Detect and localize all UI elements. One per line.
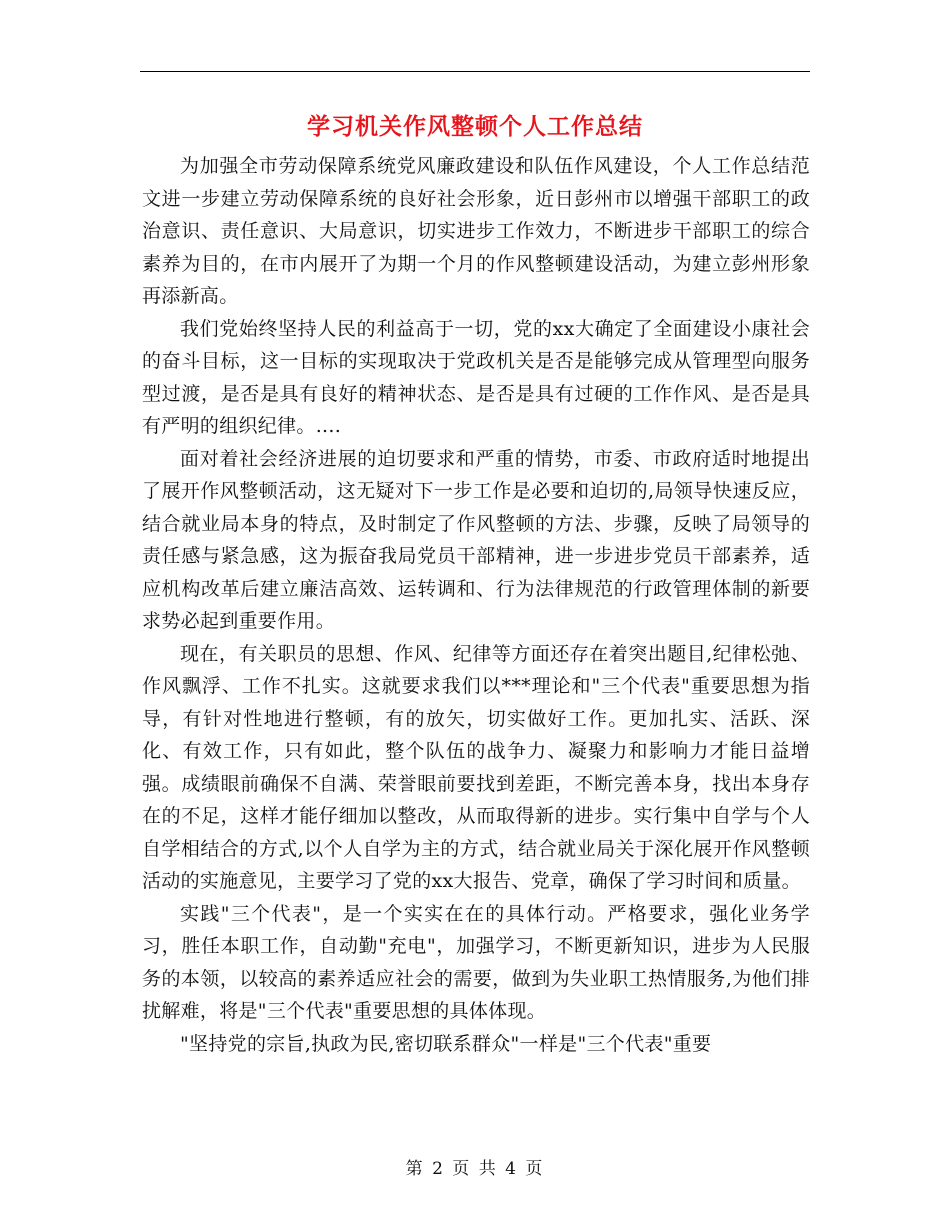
paragraph-1: 为加强全市劳动保障系统党风廉政建设和队伍作风建设，个人工作总结范文进一步建立劳动保障系统的良好社会形象，近日彭州市以增强干部职工的政治意识、责任意识、大局意识，切实进步工作效力，不断进步干部职工的综合素养为目的，在市内展开了为期一个月的作风整顿建设活动，为建立彭州形象再添新高。 [142, 155, 810, 307]
paragraph-3: 面对着社会经济进展的迫切要求和严重的情势，市委、市政府适时地提出了展开作风整顿活动，这无疑对下一步工作是必要和迫切的,局领导快速反应，结合就业局本身的特点，及时制定了作风整顿的方法、步骤，反映了局领导的责任感与紧急感，这为振奋我局党员干部精神，进一步进步党员干部素养，适应机构改革后建立廉洁高效、运转调和、行为法律规范的行政管理体制的新要求势必起到重要作用。 [142, 447, 810, 632]
paragraph-2: 我们党始终坚持人民的利益高于一切，党的xx大确定了全面建设小康社会的奋斗目标，这一目标的实现取决于党政机关是否是能够完成从管理型向服务型过渡，是否是具有良好的精神状态、是否是具有过硬的工作作风、是否是具有严明的组织纪律。.... [142, 317, 810, 437]
document-body [142, 150, 810, 1060]
paragraph-5: 实践"三个代表"，是一个实实在在的具体行动。严格要求，强化业务学习，胜任本职工作，自动勤"充电"，加强学习，不断更新知识，进步为人民服务的本领，以较高的素养适应社会的需要，做到为失业职工热情服务,为他们排扰解难，将是"三个代表"重要思想的具体体现。 [142, 902, 810, 1022]
header-rule [140, 71, 810, 72]
page-number-footer: 第 2 页 共 4 页 [405, 1159, 545, 1179]
document-title: 学习机关作风整顿个人工作总结 [307, 114, 643, 140]
paragraph-6: "坚持党的宗旨,执政为民,密切联系群众"一样是"三个代表"重要 [180, 1032, 712, 1055]
paragraph-4: 现在，有关职员的思想、作风、纪律等方面还存在着突出题目,纪律松弛、作风飘浮、工作不扎实。这就要求我们以***理论和"三个代表"重要思想为指导，有针对性地进行整顿，有的放矢，切实做好工作。更加扎实、活跃、深化、有效工作，只有如此，整个队伍的战争力、凝聚力和影响力才能日益增强。成绩眼前确保不自满、荣誉眼前要找到差距，不断完善本身，找出本身存在的不足，这样才能仔细加以整改，从而取得新的进步。实行集中自学与个人自学相结合的方式,以个人自学为主的方式，结合就业局关于深化展开作风整顿活动的实施意见，主要学习了党的xx大报告、党章，确保了学习时间和质量。 [142, 642, 810, 892]
